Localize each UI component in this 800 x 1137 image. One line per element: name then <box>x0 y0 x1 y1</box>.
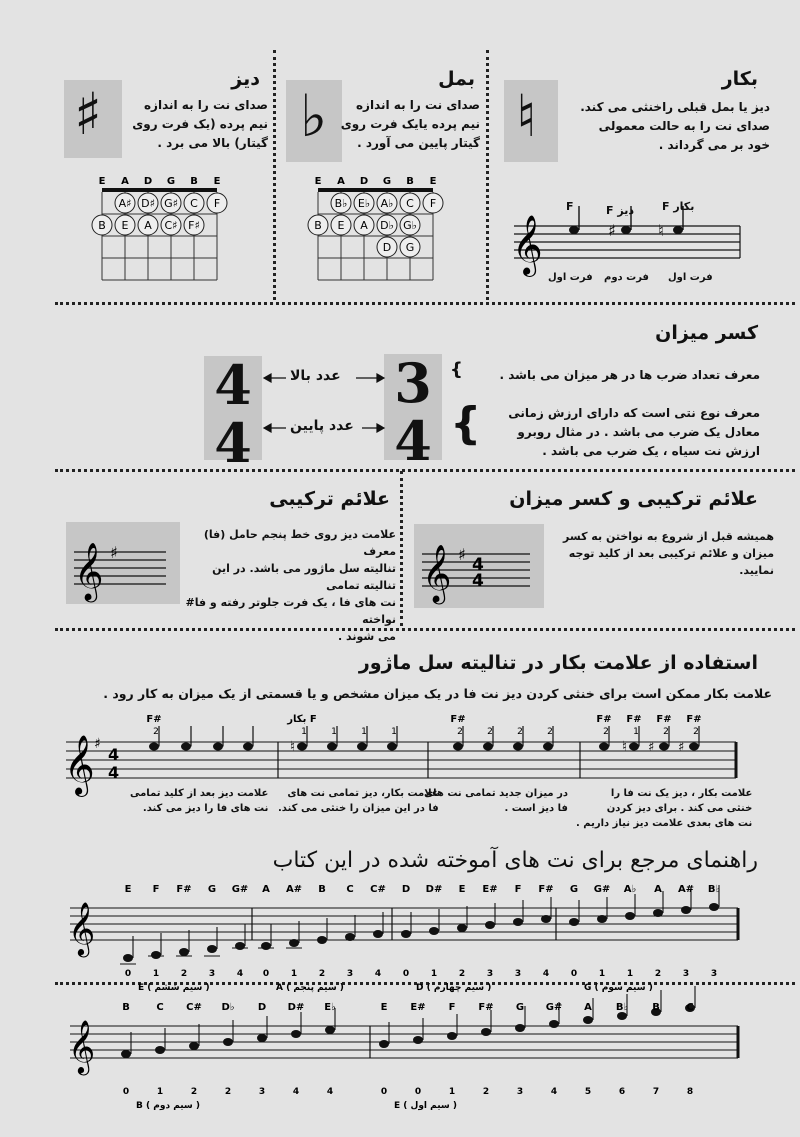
note-head <box>513 743 523 751</box>
note-name-label: E♭ <box>324 1002 336 1013</box>
fret-note-label: D <box>382 241 392 254</box>
fret-note-label: B <box>314 219 322 232</box>
fret-number: 6 <box>618 1087 626 1097</box>
note-head <box>387 743 397 751</box>
note-head <box>401 930 411 938</box>
note-head <box>453 743 463 751</box>
note-head <box>681 906 691 914</box>
note-name-label: F# <box>478 1002 494 1013</box>
divider <box>55 628 795 631</box>
reference-staff-row-2 <box>66 998 746 1111</box>
key-signature-title: علائم ترکیبی <box>269 488 390 510</box>
note-head <box>121 1050 131 1058</box>
svg-text:♯: ♯ <box>608 221 616 240</box>
note-head <box>513 918 523 926</box>
note-head <box>549 1020 559 1028</box>
note-name-label: C# <box>186 1002 202 1013</box>
note-name-label: E <box>380 1002 388 1013</box>
note-head <box>659 743 669 751</box>
note-name-label: A# <box>677 884 695 895</box>
fret-label: فرت اول <box>668 272 713 283</box>
note-head <box>181 743 191 751</box>
fret-note-label: E♭ <box>357 197 371 210</box>
note-head <box>149 743 159 751</box>
fret-number: 2 <box>153 727 159 737</box>
fret-number: 2 <box>663 727 669 737</box>
note-name-label: F# <box>538 884 554 895</box>
fret-note-label: D♭ <box>380 219 394 232</box>
note-name-label: B <box>318 884 326 895</box>
fret-note-label: A <box>360 219 368 232</box>
note-name-label: G# <box>545 1002 563 1013</box>
note-name-label: F# <box>450 714 466 725</box>
fret-number: 1 <box>598 969 606 979</box>
sharp-icon: ♯ <box>74 80 103 148</box>
note-head <box>289 939 299 947</box>
note-head <box>413 1036 423 1044</box>
key-signature-staff <box>66 522 180 604</box>
fret-number: 2 <box>482 1087 490 1097</box>
nut <box>318 188 433 192</box>
string-name-label: E ( سیم ششم ) <box>138 983 210 993</box>
note-head <box>235 942 245 950</box>
natural-description: دیز یا بمل قبلی راخنثی می کند. صدای نت را به حالت معمولی خود بر می گرداند . <box>580 100 770 152</box>
treble-clef-icon: 𝄞 <box>68 901 96 955</box>
treble-clef-icon: 𝄞 <box>68 1019 96 1073</box>
fret-number: 1 <box>156 1087 164 1097</box>
note-head <box>569 918 579 926</box>
fret-note-label: C <box>190 197 198 210</box>
fret-note-label: F <box>429 197 437 210</box>
bottom-number-description: معرف نوع نتی است که دارای ارزش زمانی معادل یک ضرب می باشد . در مثال روبرو ارزش نت سیاه ، یک ضرب می باشد . <box>508 406 760 458</box>
natural-in-g-title: استفاده از علامت بکار در تنالیته سل ماژور <box>358 652 758 674</box>
note-head <box>541 915 551 923</box>
note-name-label: C <box>686 1002 694 1013</box>
key-signature-description: علامت دیز روی خط پنجم حامل (فا) معرف تنالیته سل ماژور می باشد. در این تنالیته تمامی نت های فا ، یک فرت جلوتر رفته و فا# نواخته می شوند . <box>185 528 396 643</box>
note-name-label: F <box>152 884 160 895</box>
note-head <box>617 1012 627 1020</box>
note-name-label: C# <box>370 884 386 895</box>
brace-icon: } <box>450 359 463 380</box>
note-head <box>151 951 161 959</box>
key-and-time-staff <box>414 524 544 608</box>
treble-clef-icon: 𝄞 <box>64 735 95 795</box>
sharp-symbol-box <box>64 80 122 158</box>
fret-number: 1 <box>331 727 337 737</box>
svg-text:4: 4 <box>472 555 484 575</box>
note-head <box>123 954 133 962</box>
fret-number: 1 <box>290 969 298 979</box>
note-head <box>291 1030 301 1038</box>
key-and-time-example-box <box>414 524 544 608</box>
note-name-label: E# <box>410 1002 426 1013</box>
note-head <box>653 909 663 917</box>
sharp-icon: ♯ <box>458 545 466 564</box>
note-head <box>327 743 337 751</box>
top-number-label: عدد بالا <box>290 368 341 384</box>
sharp-title: دیز <box>231 68 260 90</box>
fret-note-label: A♯ <box>118 197 132 210</box>
fret-number: 4 <box>550 1087 558 1097</box>
note-name-label: B♭ <box>615 1002 629 1013</box>
note-head <box>179 948 189 956</box>
note-name-label: F <box>448 1002 456 1013</box>
staff-caption: در میزان جدید تمامی نت های فا دیز است . <box>424 788 568 814</box>
fret-number: 2 <box>318 969 326 979</box>
note-head <box>483 743 493 751</box>
natural-icon: ♮ <box>290 739 296 755</box>
treble-clef-icon: 𝄞 <box>512 215 543 275</box>
fret-number: 3 <box>258 1087 266 1097</box>
string-name-label: B ( سیم دوم ) <box>136 1101 201 1111</box>
string-name-label: D <box>359 176 369 187</box>
staff-caption: علامت دیز بعد از کلید تمامی نت های فا را دیز می کند. <box>130 788 269 814</box>
note-name-label: A♭ <box>623 884 637 895</box>
top-number-description: معرف تعداد ضرب ها در هر میزان می باشد . <box>499 368 760 382</box>
key-signature-example-box <box>66 522 180 604</box>
string-name-label: A ( سیم پنجم ) <box>276 983 344 993</box>
divider <box>486 50 489 300</box>
fret-note-label: A <box>144 219 152 232</box>
fret-label: فرت دوم <box>604 272 649 283</box>
svg-text:4: 4 <box>108 745 120 764</box>
note-name-label: A <box>584 1002 592 1013</box>
fret-number: 2 <box>457 727 463 737</box>
flat-fretboard-diagram <box>308 172 458 288</box>
note-head <box>243 743 253 751</box>
note-name-label: G <box>207 884 217 895</box>
reference-title: راهنمای مرجع برای نت های آموخته شده در این کتاب <box>272 848 758 873</box>
note-name-label: B <box>122 1002 130 1013</box>
fret-number: 3 <box>346 969 354 979</box>
fret-note-label: A♭ <box>380 197 394 210</box>
note-name-label: E# <box>482 884 498 895</box>
note-name-label: G <box>569 884 579 895</box>
note-name-label: F <box>514 884 522 895</box>
note-head <box>257 1034 267 1042</box>
note-name-label: A <box>654 884 662 895</box>
note-head <box>629 743 639 751</box>
string-name-label: A <box>121 176 129 187</box>
fret-note-label: G♯ <box>164 197 178 210</box>
string-name-label: E <box>314 176 322 187</box>
fret-number: 1 <box>448 1087 456 1097</box>
note-head <box>297 743 307 751</box>
natural-in-g-staff <box>62 712 742 795</box>
fret-number: 4 <box>542 969 550 979</box>
fret-note-label: B <box>98 219 106 232</box>
fret-number: 0 <box>414 1087 422 1097</box>
divider <box>400 471 403 626</box>
fret-number: 1 <box>626 969 634 979</box>
natural-icon: ♮ <box>516 82 537 150</box>
time-signature-4-4: 4 4 <box>204 356 262 460</box>
fret-number: 0 <box>122 1087 130 1097</box>
fret-number: 8 <box>686 1087 694 1097</box>
note-name-label: G# <box>231 884 249 895</box>
sharp-icon: ♯ <box>110 543 118 562</box>
fret-number: 3 <box>516 1087 524 1097</box>
fret-note-label: D♯ <box>141 197 155 210</box>
fret-number: 4 <box>326 1087 334 1097</box>
note-name-label: F# <box>686 714 702 725</box>
fret-number: 1 <box>301 727 307 737</box>
brace-icon: } <box>450 398 482 449</box>
flat-title: بمل <box>438 68 475 90</box>
fret-note-label: F♯ <box>188 219 200 232</box>
flat-icon: ♭ <box>300 82 328 150</box>
staff-caption: علامت بکار، دیز تمامی نت های فا در این میزان را خنثی می کند. <box>278 788 439 814</box>
fret-number: 1 <box>152 969 160 979</box>
fret-note-label: B♭ <box>334 197 348 210</box>
time-signature-3-4: 3 4 <box>384 354 442 460</box>
fret-number: 5 <box>584 1087 592 1097</box>
natural-icon: ♮ <box>622 739 628 755</box>
treble-clef-icon: 𝄞 <box>422 544 452 602</box>
note-name-label: G# <box>593 884 611 895</box>
divider <box>55 302 795 305</box>
fret-number: 3 <box>710 969 718 979</box>
note-name-label: A <box>262 884 270 895</box>
note-name-label: A# <box>285 884 303 895</box>
note-name-label: F# <box>626 714 642 725</box>
note-name-label: E <box>124 884 132 895</box>
svg-text:4: 4 <box>108 763 120 782</box>
natural-note-label: دیز F <box>606 204 634 217</box>
fret-number: 2 <box>458 969 466 979</box>
note-head <box>373 930 383 938</box>
fret-number: 1 <box>391 727 397 737</box>
note-head <box>345 933 355 941</box>
natural-in-g-subtitle: علامت بکار ممکن است برای خنثی کردن دیز نت فا در یک میزان مشخص و یا قسمتی از یک میزان به کار رود . <box>103 686 772 701</box>
fret-note-label: G <box>405 241 415 254</box>
note-name-label: بکار F <box>287 714 317 725</box>
key-and-time-description: همیشه قبل از شروع به نواختن به کسر میزان و علائم ترکیبی بعد از کلید توجه نمایید. <box>563 530 774 577</box>
fret-number: 2 <box>487 727 493 737</box>
string-name-label: E <box>213 176 221 187</box>
divider <box>273 50 276 300</box>
natural-note-label: F <box>566 200 574 213</box>
note-head <box>189 1042 199 1050</box>
string-name-label: E <box>429 176 437 187</box>
sharp-description: صدای نت را به اندازه نیم پرده (یک فرت روی گیتار) بالا می برد . <box>132 98 268 150</box>
fret-number: 2 <box>547 727 553 737</box>
fret-number: 7 <box>652 1087 660 1097</box>
fret-note-label: E <box>337 219 345 232</box>
fret-number: 1 <box>361 727 367 737</box>
note-head <box>207 945 217 953</box>
note-head <box>357 743 367 751</box>
flat-description: صدای نت را به اندازه نیم پرده یایک فرت روی گیتار پایین می آورد . <box>340 98 480 150</box>
fret-number: 2 <box>180 969 188 979</box>
note-head <box>709 903 719 911</box>
note-name-label: D# <box>425 884 443 895</box>
time-signature-title: کسر میزان <box>655 322 758 344</box>
note-head <box>155 1046 165 1054</box>
nut <box>102 188 217 192</box>
key-and-time-title: علائم ترکیبی و کسر میزان <box>509 488 758 510</box>
string-name-label: B <box>190 176 198 187</box>
string-name-label: G ( سیم سوم ) <box>584 983 653 993</box>
note-head <box>599 743 609 751</box>
note-name-label: D <box>401 884 411 895</box>
fret-number: 2 <box>693 727 699 737</box>
note-name-label: D♭ <box>221 1002 235 1013</box>
string-name-label: A <box>337 176 345 187</box>
note-head <box>447 1032 457 1040</box>
flat-symbol-box <box>286 80 342 162</box>
string-name-label: E ( سیم اول ) <box>394 1101 457 1111</box>
sharp-fretboard-diagram <box>92 172 242 288</box>
fret-note-label: F <box>213 197 221 210</box>
note-head <box>223 1038 233 1046</box>
note-name-label: G <box>515 1002 525 1013</box>
natural-title: بکار <box>721 68 758 90</box>
bottom-number-label: عدد پایین <box>290 418 354 434</box>
fret-number: 1 <box>430 969 438 979</box>
note-name-label: F# <box>176 884 192 895</box>
fret-number: 3 <box>682 969 690 979</box>
natural-note-label: بکار F <box>662 200 695 213</box>
fret-note-label: C♯ <box>164 219 178 232</box>
note-head <box>213 743 223 751</box>
fret-number: 0 <box>402 969 410 979</box>
svg-text:♮: ♮ <box>658 221 664 240</box>
staff-caption: علامت بکار ، دیز یک نت فا را خنثی می کند . برای دیز کردن نت های بعدی علامت دیز نیاز داریم . <box>576 788 753 829</box>
fret-number: 2 <box>517 727 523 737</box>
string-name-label: G <box>382 176 392 187</box>
string-name-label: B <box>406 176 414 187</box>
fret-number: 3 <box>208 969 216 979</box>
note-name-label: C <box>346 884 354 895</box>
fret-number: 0 <box>570 969 578 979</box>
fret-number: 2 <box>190 1087 198 1097</box>
fret-note-label: E <box>121 219 129 232</box>
note-head <box>625 912 635 920</box>
string-name-label: E <box>98 176 106 187</box>
fret-number: 0 <box>262 969 270 979</box>
fret-note-label: G♭ <box>403 219 417 232</box>
fret-number: 4 <box>374 969 382 979</box>
fret-number: 0 <box>124 969 132 979</box>
note-head <box>325 1026 335 1034</box>
note-name-label: F# <box>596 714 612 725</box>
sharp-icon: ♯ <box>678 740 685 755</box>
note-head <box>543 743 553 751</box>
sharp-icon: ♯ <box>94 736 101 752</box>
note-head <box>583 1016 593 1024</box>
note-head <box>481 1028 491 1036</box>
note-name-label: D <box>257 1002 267 1013</box>
note-name-label: D# <box>287 1002 305 1013</box>
note-head <box>515 1024 525 1032</box>
sharp-icon: ♯ <box>648 740 655 755</box>
string-name-label: D ( سیم چهارم ) <box>416 983 492 993</box>
note-head <box>485 921 495 929</box>
note-name-label: E <box>458 884 466 895</box>
reference-staff-row-1 <box>66 880 746 993</box>
fret-number: 3 <box>486 969 494 979</box>
note-head <box>261 942 271 950</box>
fret-number: 1 <box>633 727 639 737</box>
string-name-label: G <box>166 176 176 187</box>
note-name-label: B♭ <box>707 884 721 895</box>
note-name-label: F# <box>146 714 162 725</box>
note-head <box>429 927 439 935</box>
fret-number: 2 <box>224 1087 232 1097</box>
note-head <box>317 936 327 944</box>
fret-number: 3 <box>514 969 522 979</box>
fret-number: 2 <box>654 969 662 979</box>
treble-clef-icon: 𝄞 <box>74 542 104 600</box>
note-name-label: C <box>156 1002 164 1013</box>
fret-note-label: C <box>406 197 414 210</box>
note-head <box>379 1040 389 1048</box>
natural-symbol-box <box>504 80 558 162</box>
fret-number: 4 <box>292 1087 300 1097</box>
note-name-label: F# <box>656 714 672 725</box>
note-head <box>689 743 699 751</box>
fret-number: 2 <box>603 727 609 737</box>
string-name-label: D <box>143 176 153 187</box>
fret-number: 4 <box>236 969 244 979</box>
svg-text:4: 4 <box>472 571 484 591</box>
note-head <box>597 915 607 923</box>
fret-label: فرت اول <box>548 272 593 283</box>
note-head <box>457 924 467 932</box>
fret-number: 0 <box>380 1087 388 1097</box>
note-name-label: B <box>652 1002 660 1013</box>
